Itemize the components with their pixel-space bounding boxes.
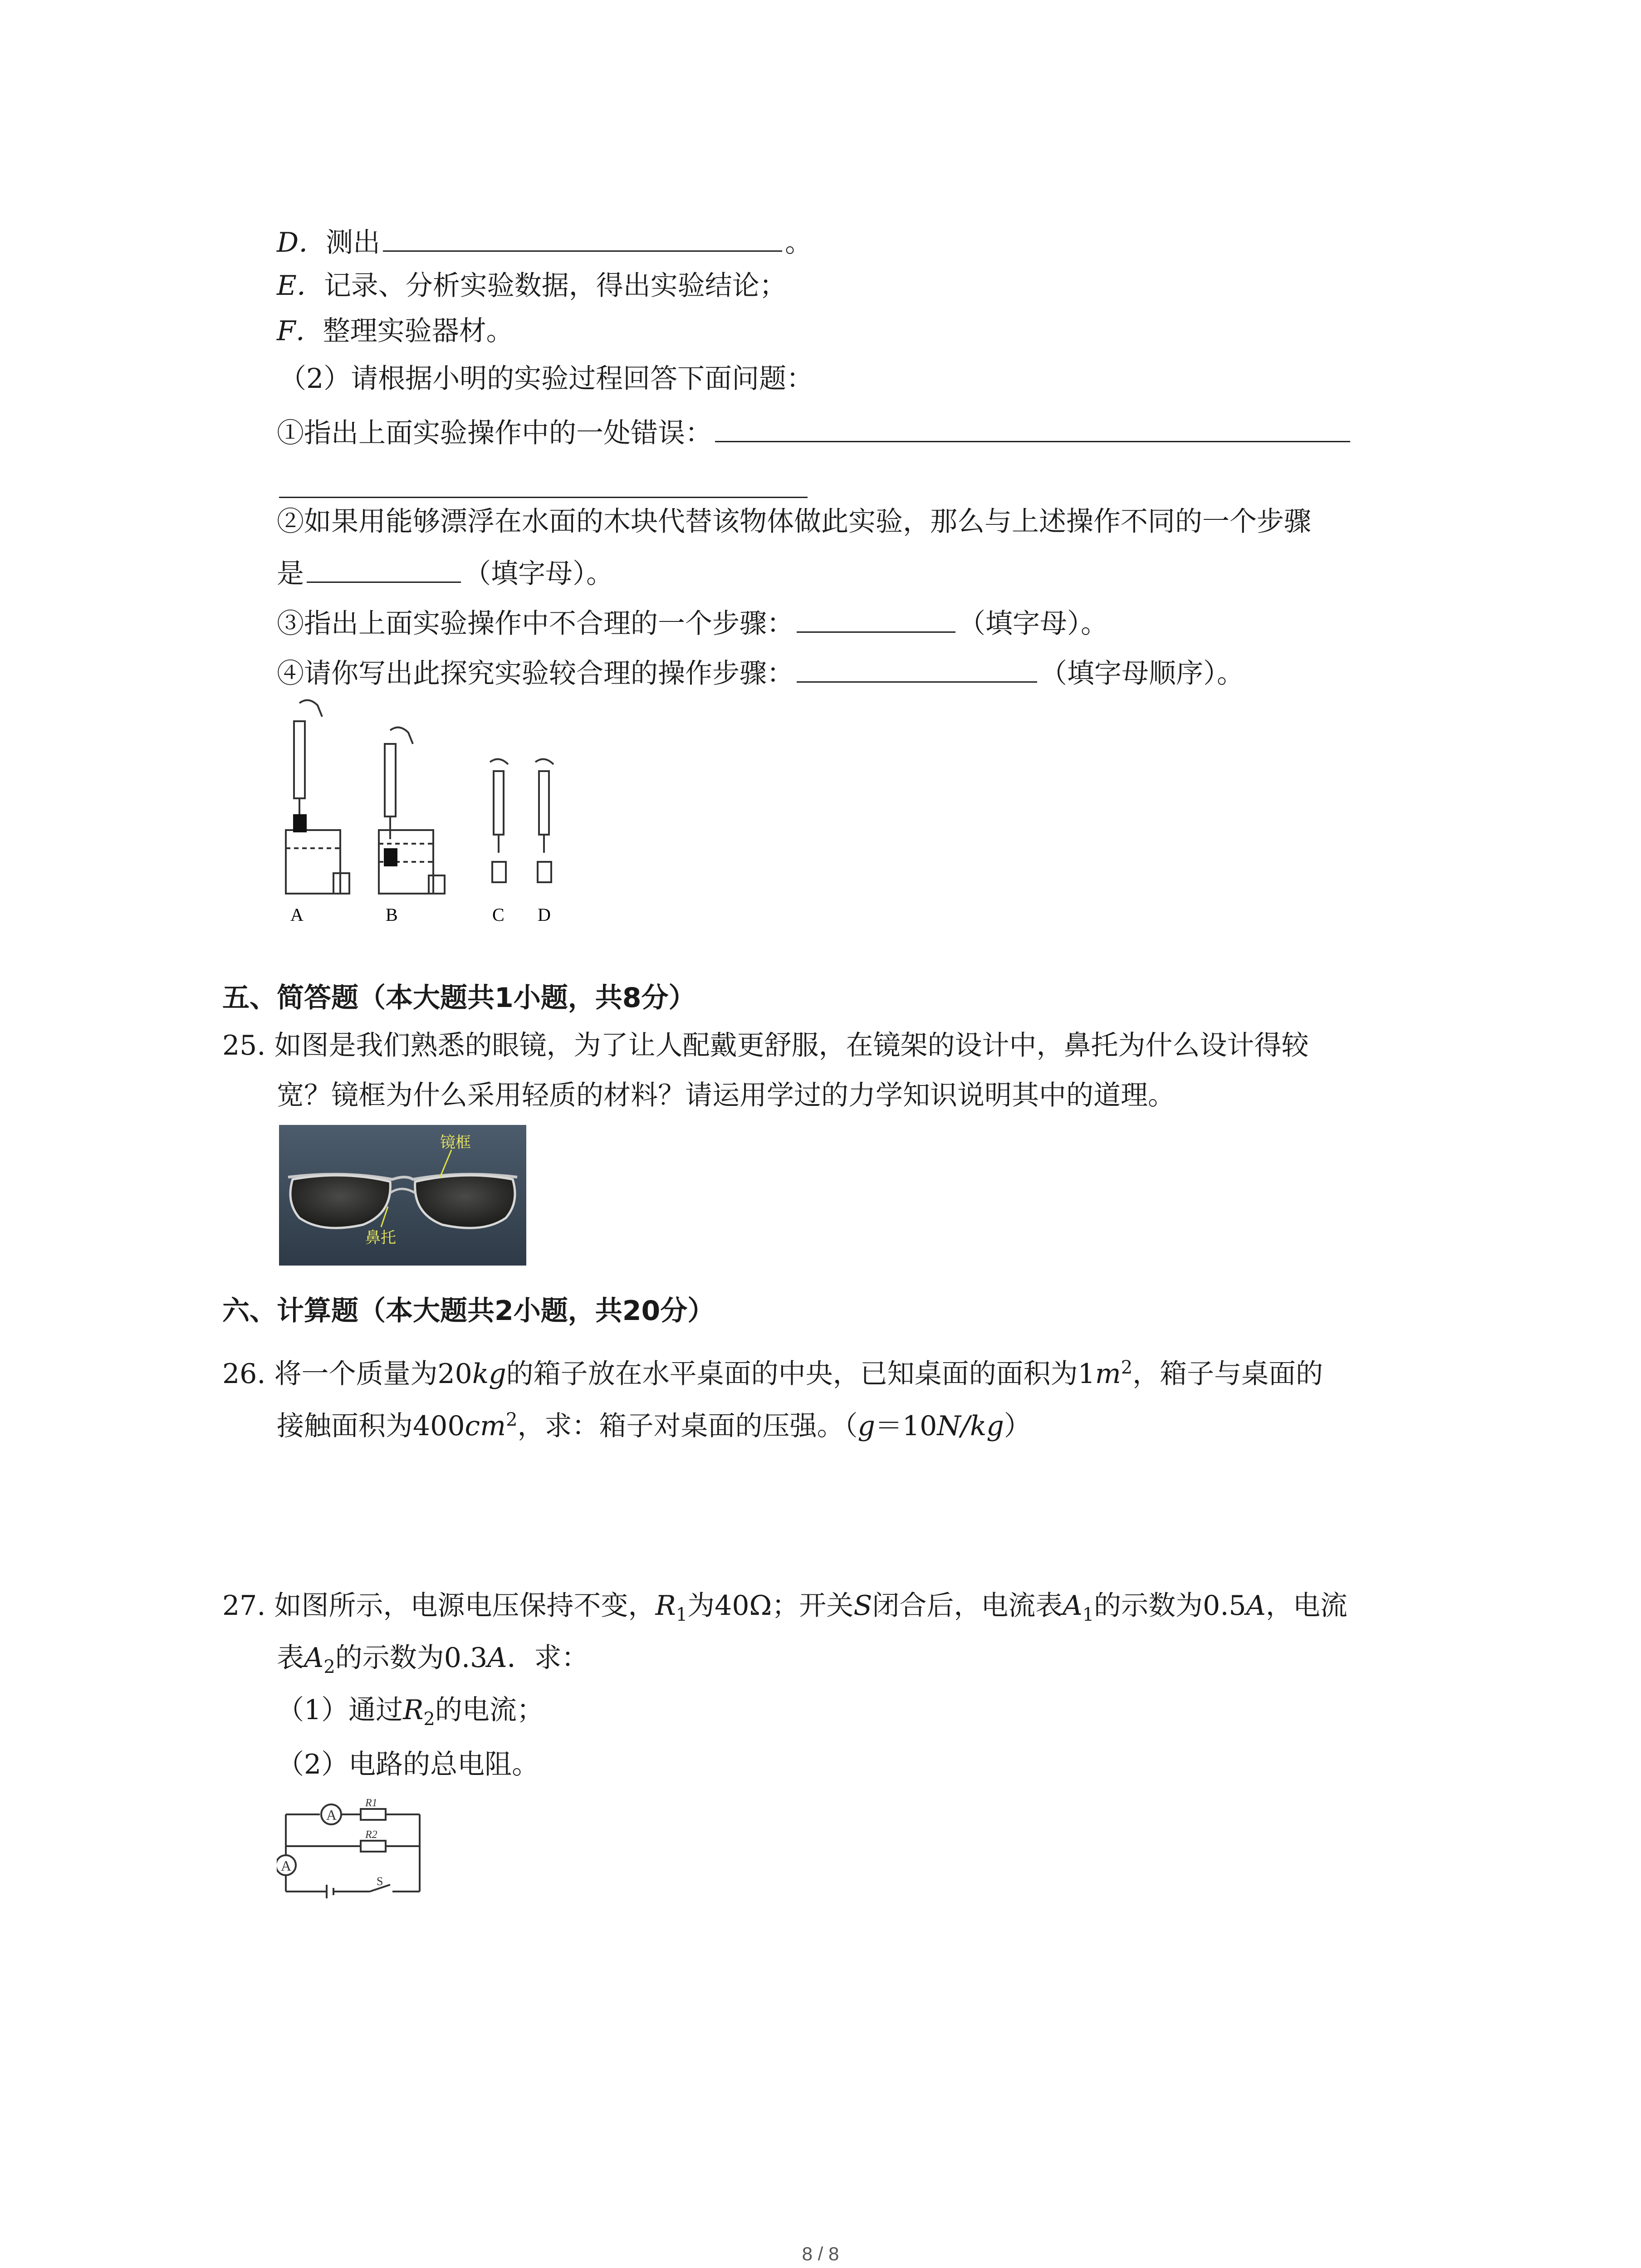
q27-a-symbol: A: [1063, 1590, 1083, 1622]
section5-title: 五、简答题（本大题共1小题，共8分）: [222, 982, 696, 1014]
spring-scale-experiment-figure: [263, 694, 590, 930]
q27-text-2c: ．求：: [507, 1642, 589, 1674]
q27-a2-sub: 2: [323, 1657, 335, 1677]
step-f: [277, 313, 514, 349]
q27-r-symbol: R: [655, 1590, 676, 1622]
photo-label-nose: 鼻托: [365, 1229, 396, 1247]
figure-label-d: D: [538, 904, 551, 925]
step-e-label: E．: [277, 270, 324, 302]
circuit-label-r2: R2: [365, 1829, 377, 1841]
q27-s-symbol: S: [853, 1590, 872, 1622]
step-d: [277, 222, 812, 261]
part2-q2-suffix: （填字母）。: [464, 558, 613, 590]
step-e: [277, 268, 787, 304]
photo-label-frame: 镜框: [440, 1134, 471, 1152]
step-d-label: D．: [277, 227, 326, 259]
q27-unit-a2: A: [487, 1642, 507, 1674]
answer-blank-q2[interactable]: [307, 553, 461, 583]
q26-text-2d: ）: [1004, 1410, 1031, 1442]
q26-unit-m: m: [1095, 1358, 1121, 1390]
q26-line2: [277, 1402, 1031, 1444]
part2-q3: [277, 603, 1108, 642]
q27-sub2: （2）电路的总电阻。: [277, 1749, 539, 1780]
q27-text-1d: 的示数为0.5: [1094, 1590, 1246, 1622]
part2-q3-text: ③指出上面实验操作中不合理的一个步骤：: [277, 608, 794, 640]
q27-sub1: [277, 1692, 544, 1737]
part2-intro: （2）请根据小明的实验过程回答下面问题：: [279, 363, 814, 395]
q26-unit-nkg: N/kg: [937, 1410, 1004, 1442]
figure-label-b: B: [386, 904, 398, 925]
circuit-label-s: S: [377, 1875, 383, 1888]
q27-text-2b: 的示数为0.3: [335, 1642, 488, 1674]
q26-g: g: [857, 1410, 875, 1442]
q26-text-2c: ＝10: [875, 1410, 937, 1442]
part2-q2-line1: ②如果用能够漂浮在水面的木块代替该物体做此实验，那么与上述操作不同的一个步骤: [277, 506, 1311, 538]
q27-sub1-rsub: 2: [423, 1709, 435, 1730]
circuit-label-r1: R1: [365, 1797, 377, 1809]
q27-a2-symbol: A: [304, 1642, 324, 1674]
glasses-photo: [279, 1125, 526, 1266]
part2-q3-suffix: （填字母）。: [958, 608, 1108, 640]
circuit-ammeter-a2: A: [281, 1857, 292, 1874]
q27-sub1-a: （1）通过: [277, 1694, 403, 1726]
step-e-text: 记录、分析实验数据，得出实验结论；: [323, 270, 787, 302]
step-f-label: F．: [277, 315, 323, 347]
part2-q1: [277, 413, 1353, 451]
step-f-text: 整理实验器材。: [323, 315, 514, 347]
part2-q2-prefix: 是: [277, 558, 304, 590]
q26-line1: [222, 1349, 1323, 1392]
q25-text-1: 如图是我们熟悉的眼镜，为了让人配戴更舒服，在镜架的设计中，鼻托为什么设计得较: [274, 1030, 1309, 1061]
q26-text-2b: ，求：箱子对桌面的压强。（: [517, 1410, 858, 1442]
q26-number: 26.: [222, 1358, 266, 1390]
q27-r-sub: 1: [676, 1604, 688, 1625]
q27-text-1b: 为40Ω；开关: [687, 1590, 854, 1622]
answer-blank-q1[interactable]: [715, 413, 1350, 442]
q26-unit-kg: kg: [472, 1358, 506, 1390]
q27-text-1e: ，电流: [1265, 1590, 1347, 1622]
answer-blank-q4[interactable]: [797, 653, 1037, 683]
q27-sub1-b: 的电流；: [435, 1694, 544, 1726]
q27-text-2a: 表: [277, 1642, 304, 1674]
part2-q4: [277, 653, 1244, 692]
answer-blank-q3[interactable]: [797, 603, 955, 633]
q26-text-1c: ，箱子与桌面的: [1132, 1358, 1323, 1390]
q27-number: 27.: [222, 1590, 266, 1622]
q25-number: 25.: [222, 1030, 266, 1061]
q26-text-1b: 的箱子放在水平桌面的中央，已知桌面的面积为1: [506, 1358, 1095, 1390]
q25-line1: [222, 1027, 1309, 1064]
q26-sup-2: 2: [506, 1409, 518, 1430]
q26-sup-1: 2: [1121, 1357, 1133, 1378]
part2-q4-text: ④请你写出此探究实验较合理的操作步骤：: [277, 658, 794, 689]
section6-title: 六、计算题（本大题共2小题，共20分）: [222, 1295, 715, 1327]
figure-label-c: C: [492, 904, 505, 925]
answer-blank-q1-continued[interactable]: [279, 497, 808, 498]
q27-a-sub: 1: [1082, 1604, 1094, 1625]
q26-unit-cm: cm: [465, 1410, 506, 1442]
q27-sub1-r: R: [403, 1694, 424, 1726]
q25-line2: 宽？镜框为什么采用轻质的材料？请运用学过的力学知识说明其中的道理。: [277, 1080, 1175, 1111]
part2-q4-suffix: （填字母顺序）。: [1040, 658, 1244, 689]
q27-unit-a: A: [1246, 1590, 1266, 1622]
step-d-text: 测出: [326, 227, 381, 259]
q27-line2: [277, 1640, 589, 1685]
q27-line1: [222, 1588, 1347, 1633]
answer-blank-d[interactable]: [383, 222, 782, 252]
circuit-ammeter-a1: A: [326, 1807, 337, 1823]
figure-label-a: A: [290, 904, 304, 925]
circuit-diagram: [277, 1796, 431, 1901]
part2-q2-line2: [277, 553, 613, 592]
q26-text-2a: 接触面积为400: [277, 1410, 465, 1442]
q27-text-1a: 如图所示，电源电压保持不变，: [274, 1590, 656, 1622]
step-d-end: 。: [785, 227, 813, 259]
q27-text-1c: 闭合后，电流表: [872, 1590, 1063, 1622]
q26-text-1a: 将一个质量为20: [274, 1358, 472, 1390]
part2-q1-text: ①指出上面实验操作中的一处错误：: [277, 417, 712, 449]
page-number: 8 / 8: [802, 2243, 839, 2264]
